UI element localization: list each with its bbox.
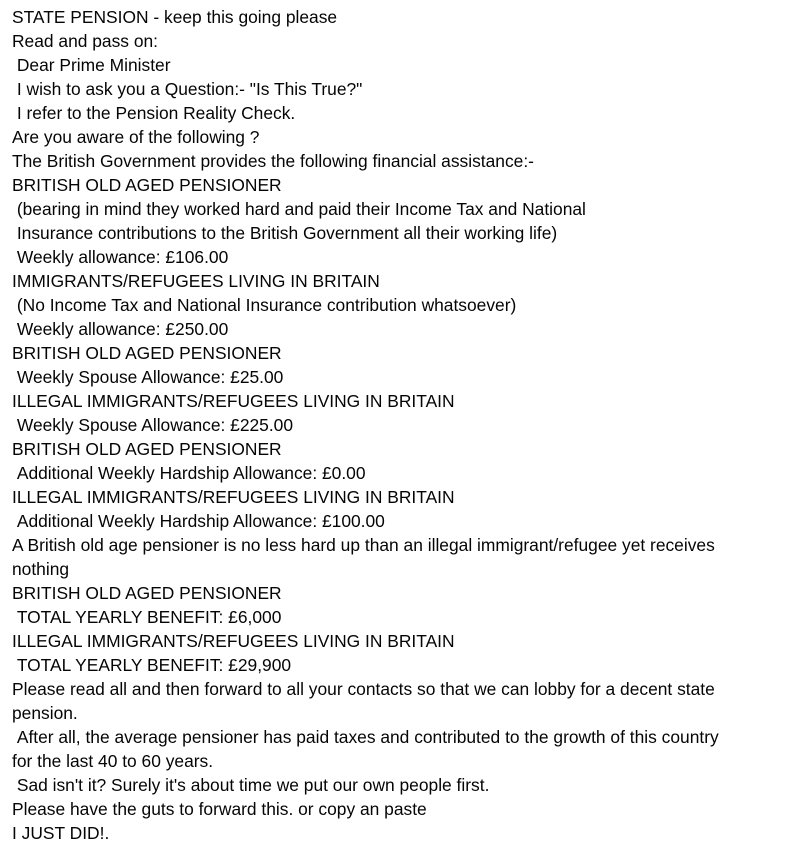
post-line: (No Income Tax and National Insurance contribution whatsoever) [12, 295, 517, 315]
post-line: Please read all and then forward to all your contacts so that we can lobby for a decent state [12, 679, 715, 699]
post-line: Read and pass on: [12, 31, 158, 51]
post-line: Additional Weekly Hardship Allowance: £100.00 [12, 511, 385, 531]
post-line: BRITISH OLD AGED PENSIONER [12, 583, 282, 603]
post-line: Weekly allowance: £250.00 [12, 319, 229, 339]
post-line: pension. [12, 703, 78, 723]
post-line: Additional Weekly Hardship Allowance: £0.00 [12, 463, 366, 483]
post-line: TOTAL YEARLY BENEFIT: £29,900 [12, 655, 292, 675]
post-line: Insurance contributions to the British Government all their working life) [12, 223, 558, 243]
post-line: BRITISH OLD AGED PENSIONER [12, 439, 282, 459]
post-line: Dear Prime Minister [12, 55, 171, 75]
post-line: I refer to the Pension Reality Check. [12, 103, 296, 123]
post-line: I wish to ask you a Question:- "Is This True?" [12, 79, 363, 99]
post-line: STATE PENSION - keep this going please [12, 7, 338, 27]
post-line: Weekly Spouse Allowance: £25.00 [12, 367, 284, 387]
post-line: ILLEGAL IMMIGRANTS/REFUGEES LIVING IN BRITAIN [12, 487, 455, 507]
post-line: Weekly allowance: £106.00 [12, 247, 229, 267]
post-line: ILLEGAL IMMIGRANTS/REFUGEES LIVING IN BRITAIN [12, 631, 455, 651]
post-line: After all, the average pensioner has paid taxes and contributed to the growth of this country [12, 727, 719, 747]
post-line: IMMIGRANTS/REFUGEES LIVING IN BRITAIN [12, 271, 380, 291]
post-line: Please have the guts to forward this. or copy an paste [12, 799, 427, 819]
post-line: BRITISH OLD AGED PENSIONER [12, 343, 282, 363]
post-line: Sad isn't it? Surely it's about time we put our own people first. [12, 775, 490, 795]
post-line: for the last 40 to 60 years. [12, 751, 214, 771]
post-line: Are you aware of the following ? [12, 127, 260, 147]
post-line: A British old age pensioner is no less hard up than an illegal immigrant/refugee yet receives [12, 535, 715, 555]
post-line: I JUST DID!. [12, 823, 110, 843]
post-line: The British Government provides the following financial assistance:- [12, 151, 534, 171]
post-line: BRITISH OLD AGED PENSIONER [12, 175, 282, 195]
post-line: ILLEGAL IMMIGRANTS/REFUGEES LIVING IN BRITAIN [12, 391, 455, 411]
post-line: TOTAL YEARLY BENEFIT: £6,000 [12, 607, 282, 627]
post-line: nothing [12, 559, 70, 579]
post-line: (bearing in mind they worked hard and paid their Income Tax and National [12, 199, 586, 219]
post-line: Weekly Spouse Allowance: £225.00 [12, 415, 294, 435]
